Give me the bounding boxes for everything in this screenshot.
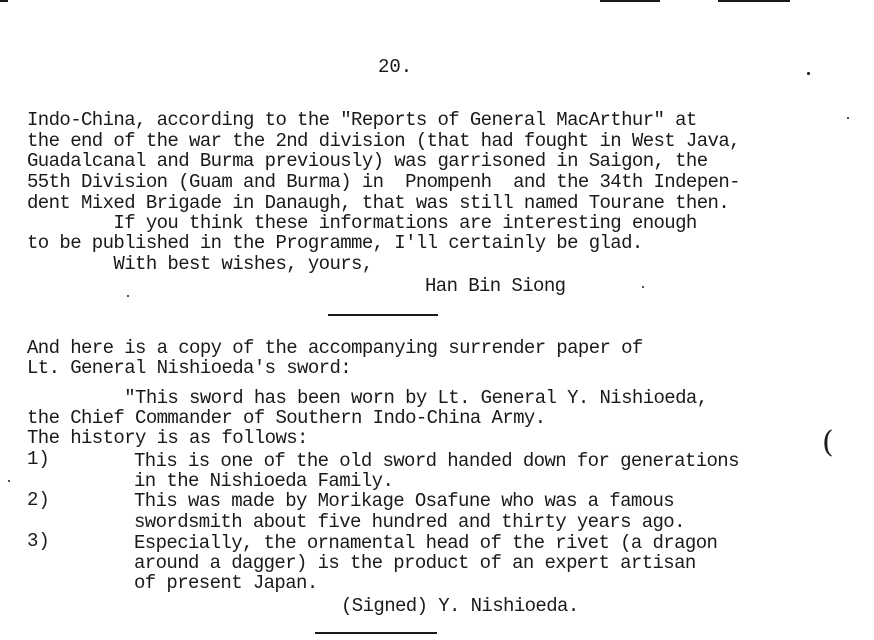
top-edge-mark <box>718 0 790 2</box>
list-item-number: 3) <box>27 530 50 552</box>
scan-mark: ( <box>822 425 834 460</box>
text-line: Guadalcanal and Burma previously) was garrisoned in Saigon, the <box>27 150 708 172</box>
text-line: swordsmith about five hundred and thirty years ago. <box>134 511 685 533</box>
list-item-number: 1) <box>27 448 50 470</box>
text-line: to be published in the Programme, I'll certainly be glad. <box>27 232 643 254</box>
text-line: around a dagger) is the product of an expert artisan <box>134 552 696 574</box>
text-line: If you think these informations are interesting enough <box>27 212 697 234</box>
text-line: And here is a copy of the accompanying surrender paper of <box>27 337 643 359</box>
text-line: With best wishes, yours, <box>27 253 373 275</box>
text-line: 55th Division (Guam and Burma) in Pnompenh and the 34th Indepen- <box>27 171 740 193</box>
top-edge-mark <box>600 0 660 2</box>
text-line: This was made by Morikage Osafune who was a famous <box>134 490 675 512</box>
letter-signature: Han Bin Siong <box>425 275 566 297</box>
text-line: Especially, the ornamental head of the rivet (a dragon <box>134 532 718 554</box>
signed-line: (Signed) Y. Nishioeda. <box>341 595 579 617</box>
page-number: 20. <box>378 56 413 78</box>
text-line: the Chief Commander of Southern Indo-China Army. <box>27 407 546 429</box>
list-item-number: 2) <box>27 489 50 511</box>
section-divider <box>328 314 438 316</box>
text-line: of present Japan. <box>134 572 318 594</box>
scan-speck <box>642 286 644 288</box>
text-line: dent Mixed Brigade in Danaugh, that was still named Tourane then. <box>27 192 730 214</box>
scan-speck <box>807 72 810 75</box>
scan-speck <box>127 295 129 297</box>
scan-speck <box>8 480 10 482</box>
text-line: The history is as follows: <box>27 427 308 449</box>
text-line: This is one of the old sword handed down for generations <box>134 450 739 472</box>
text-line: Indo-China, according to the "Reports of General MacArthur" at <box>27 109 697 131</box>
text-line: in the Nishioeda Family. <box>134 470 394 492</box>
top-edge-mark <box>0 0 8 2</box>
text-line: the end of the war the 2nd division (that had fought in West Java, <box>27 130 740 152</box>
scan-speck <box>847 117 849 119</box>
text-line: Lt. General Nishioeda's sword: <box>27 357 352 379</box>
text-line: "This sword has been worn by Lt. General Y. Nishioeda, <box>27 387 708 409</box>
section-divider <box>315 632 437 634</box>
